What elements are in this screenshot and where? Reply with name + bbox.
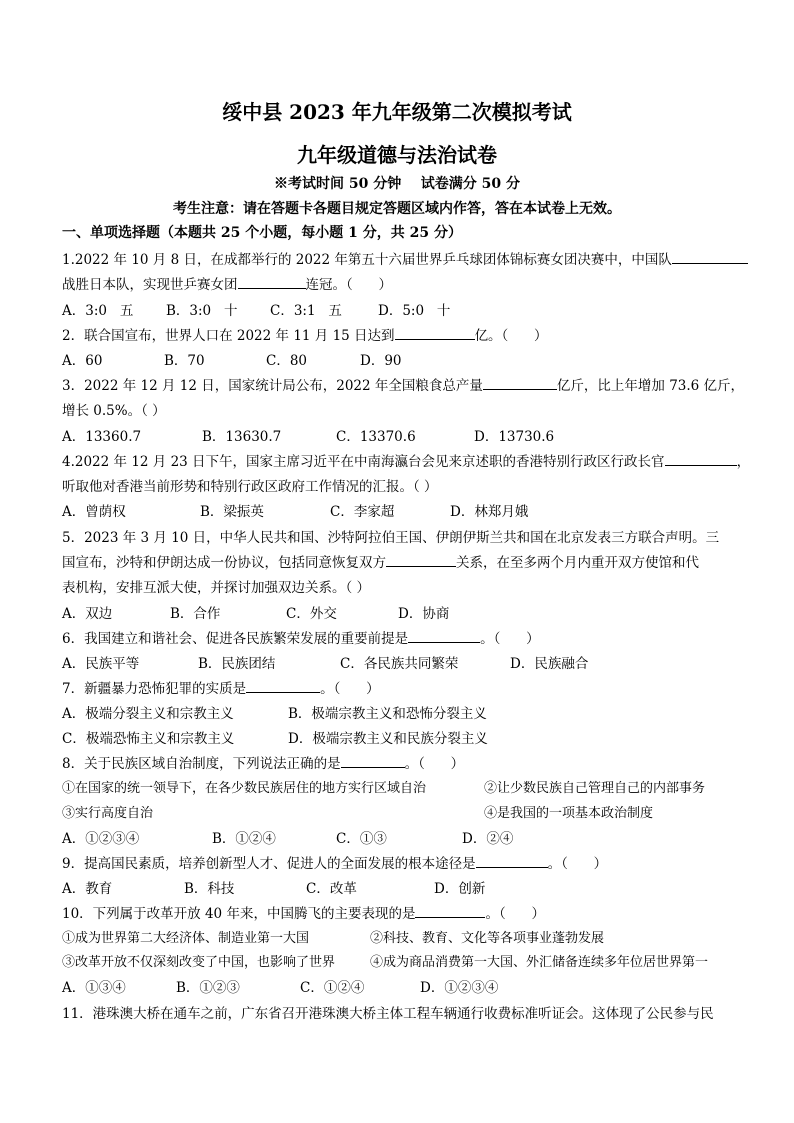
exam-info: ※考试时间 50 分钟 试卷满分 50 分 xyxy=(274,176,520,192)
question-2-stem: 2．联合国宣布，世界人口在 2022 年 11 月 15 日达到 亿。（ ） xyxy=(62,328,548,344)
option-b[interactable]: B．①②④ xyxy=(212,831,276,847)
question-3-options xyxy=(62,425,554,445)
question-7-options-row-2 xyxy=(62,727,488,747)
question-2-options xyxy=(62,349,402,369)
question-1-line-2: 战胜日本队，实现世乒赛女团 连冠。（ ） xyxy=(62,277,392,293)
question-5-line-1: 5．2023 年 3 月 10 日，中华人民共和国、沙特阿拉伯王国、伊朗伊斯兰共和国在北京发表三方联合声明。三 xyxy=(62,530,720,546)
option-c[interactable]: C．外交 xyxy=(286,606,337,622)
option-d[interactable]: D．②④ xyxy=(462,831,514,847)
option-b[interactable]: B．①②③ xyxy=(176,980,240,996)
option-d[interactable]: D．创新 xyxy=(434,881,486,897)
question-1-options xyxy=(62,299,450,319)
question-4-options xyxy=(62,500,528,520)
option-d[interactable]: D．①②③④ xyxy=(420,980,499,996)
question-4-line-1: 4.2022 年 12 月 23 日下午，国家主席习近平在中南海瀛台会见来京述职的香港特别行政区行政长官 ， xyxy=(62,454,751,470)
question-9-options xyxy=(62,877,485,897)
option-d[interactable]: D．90 xyxy=(360,353,402,369)
option-b[interactable]: B．极端宗教主义和恐怖分裂主义 xyxy=(288,706,487,722)
question-8-options xyxy=(62,827,513,847)
option-a[interactable]: A．①②③④ xyxy=(62,831,140,847)
question-10-options xyxy=(62,976,498,996)
option-a[interactable]: A．3:0 五 xyxy=(62,303,134,319)
statement-1: ①成为世界第二大经济体、制造业第一大国 xyxy=(62,931,310,946)
question-10-items-row-2 xyxy=(62,951,708,970)
statement-2: ②科技、教育、文化等各项事业蓬勃发展 xyxy=(370,931,605,946)
question-5-line-3: 表机构，安排互派大使，并探讨加强双边关系。（ ） xyxy=(62,580,371,596)
option-d[interactable]: D．协商 xyxy=(398,606,450,622)
answer-blank xyxy=(408,630,480,643)
option-c[interactable]: C．①②④ xyxy=(300,980,365,996)
answer-blank xyxy=(665,453,737,466)
option-b[interactable]: B．3:0 十 xyxy=(166,303,238,319)
answer-blank xyxy=(238,276,306,289)
exam-subject: 九年级道德与法治试卷 xyxy=(297,143,497,167)
statement-2: ②让少数民族自己管理自己的内部事务 xyxy=(484,781,706,796)
option-c[interactable]: C．李家超 xyxy=(330,504,395,520)
question-1-line-1: 1.2022 年 10 月 8 日，在成都举行的 2022 年第五十六届世界乒乓球团体锦标赛女团决赛中，中国队 xyxy=(62,248,748,268)
option-c[interactable]: C．80 xyxy=(266,353,308,369)
statement-4: ④是我国的一项基本政治制度 xyxy=(484,806,654,821)
option-b[interactable]: B．70 xyxy=(164,353,205,369)
answer-blank xyxy=(483,377,557,390)
option-c[interactable]: C．改革 xyxy=(306,881,357,897)
option-b[interactable]: B．13630.7 xyxy=(202,429,282,445)
option-a[interactable]: A．13360.7 xyxy=(62,429,142,445)
question-6-options xyxy=(62,652,588,672)
option-b[interactable]: B．梁振英 xyxy=(200,504,264,520)
option-a[interactable]: A．极端分裂主义和宗教主义 xyxy=(62,706,234,722)
option-a[interactable]: A．60 xyxy=(62,353,103,369)
question-7-stem: 7．新疆暴力恐怖犯罪的实质是 。（ ） xyxy=(62,681,380,697)
option-b[interactable]: B．合作 xyxy=(170,606,221,622)
statement-4: ④成为商品消费第一大国、外汇储备连续多年位居世界第一 xyxy=(370,955,709,970)
question-7-options-row-1 xyxy=(62,702,487,722)
answer-blank xyxy=(386,554,456,567)
section-heading: 一、单项选择题（本题共 25 个小题，每小题 1 分，共 25 分） xyxy=(62,225,462,241)
option-c[interactable]: C．各民族共同繁荣 xyxy=(340,656,459,672)
option-a[interactable]: A．民族平等 xyxy=(62,656,140,672)
option-c[interactable]: C．①③ xyxy=(336,831,387,847)
question-10-items-row-1 xyxy=(62,927,604,946)
answer-blank xyxy=(341,755,405,768)
option-c[interactable]: C．3:1 五 xyxy=(270,303,342,319)
answer-blank xyxy=(672,251,748,264)
answer-blank xyxy=(246,680,320,693)
option-d[interactable]: D．极端宗教主义和民族分裂主义 xyxy=(288,731,488,747)
question-11-line-1: 11．港珠澳大桥在通车之前，广东省召开港珠澳大桥主体工程车辆通行收费标准听证会。这体现了公民参与民 xyxy=(62,1006,714,1022)
statement-3: ③改革开放不仅深刻改变了中国，也影响了世界 xyxy=(62,955,336,970)
option-b[interactable]: B．科技 xyxy=(184,881,235,897)
option-a[interactable]: A．曾荫权 xyxy=(62,504,126,520)
exam-title: 绥中县 2023 年九年级第二次模拟考试 xyxy=(222,100,572,124)
option-a[interactable]: A．教育 xyxy=(62,881,113,897)
answer-blank xyxy=(395,327,475,340)
question-8-items-row-1 xyxy=(62,777,705,796)
answer-blank xyxy=(476,855,548,868)
option-a[interactable]: A．①③④ xyxy=(62,980,126,996)
question-4-line-2: 听取他对香港当前形势和特别行政区政府工作情况的汇报。（ ） xyxy=(62,479,438,495)
question-5-options xyxy=(62,602,449,622)
question-6-stem: 6．我国建立和谐社会、促进各民族繁荣发展的重要前提是 。（ ） xyxy=(62,631,540,647)
question-3-line-1: 3．2022 年 12 月 12 日，国家统计局公布，2022 年全国粮食总产量 亿斤，比上年增加 73.6 亿斤， xyxy=(62,378,745,394)
option-d[interactable]: D．13730.6 xyxy=(474,429,555,445)
question-5-line-2: 国宣布，沙特和伊朗达成一份协议，包括同意恢复双方 关系，在至多两个月内重开双方使馆和代 xyxy=(62,555,699,571)
question-8-items-row-2 xyxy=(62,802,653,821)
answer-blank xyxy=(415,905,485,918)
option-c[interactable]: C．极端恐怖主义和宗教主义 xyxy=(62,731,235,747)
option-a[interactable]: A．双边 xyxy=(62,606,113,622)
exam-notice: 考生注意：请在答题卡各题目规定答题区域内作答，答在本试卷上无效。 xyxy=(173,201,621,217)
option-c[interactable]: C．13370.6 xyxy=(336,429,416,445)
option-d[interactable]: D．民族融合 xyxy=(510,656,589,672)
option-d[interactable]: D．林郑月娥 xyxy=(450,504,529,520)
option-b[interactable]: B．民族团结 xyxy=(198,656,276,672)
question-10-stem: 10．下列属于改革开放 40 年来，中国腾飞的主要表现的是 。（ ） xyxy=(62,906,545,922)
statement-1: ①在国家的统一领导下，在各少数民族居住的地方实行区域自治 xyxy=(62,781,427,796)
question-3-line-2: 增长 0.5%。（ ） xyxy=(62,403,166,419)
question-8-stem: 8．关于民族区域自治制度，下列说法正确的是 。（ ） xyxy=(62,756,465,772)
question-9-stem: 9．提高国民素质，培养创新型人才、促进人的全面发展的根本途径是 。（ ） xyxy=(62,856,608,872)
option-d[interactable]: D．5:0 十 xyxy=(378,303,451,319)
statement-3: ③实行高度自治 xyxy=(62,806,154,821)
